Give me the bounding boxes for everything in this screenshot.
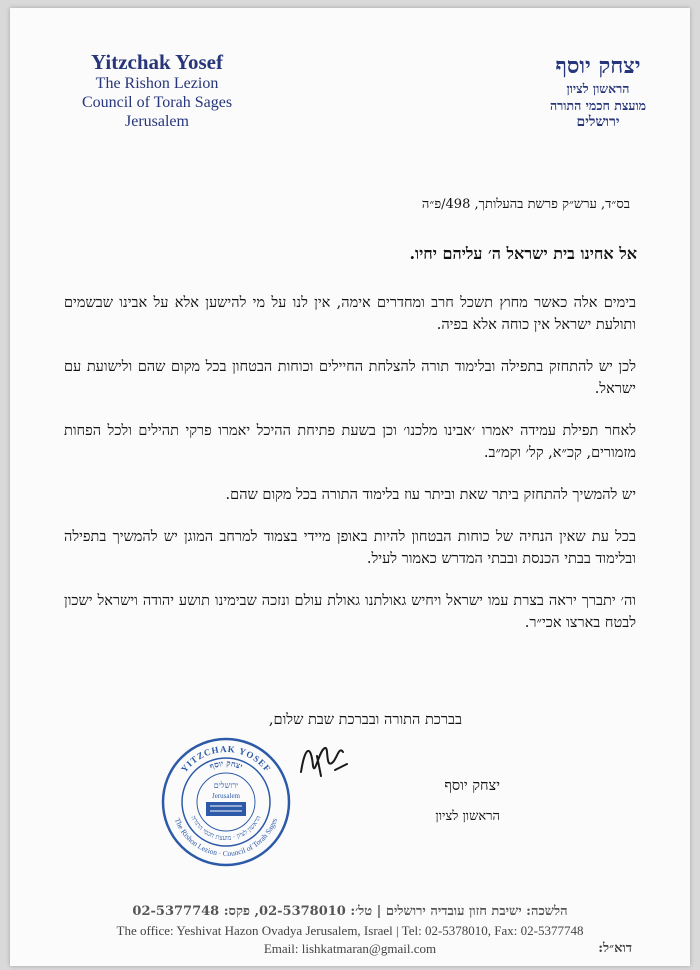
hebrew-letterhead [518, 52, 678, 131]
letter-body [64, 292, 636, 654]
handwritten-signature [295, 736, 355, 788]
date-line: בס״ד, ערש״ק פרשת בהעלותך, 498/פ״ה [421, 197, 630, 212]
footer-email-label-hebrew: דוא״ל: [598, 941, 632, 956]
signature-name: יצחק יוסף [444, 778, 500, 794]
greeting: אל אחינו בית ישראל ה׳ עליהם יחיו. [409, 244, 637, 263]
seal-center-english: Jerusalem [212, 792, 240, 800]
english-letterhead [72, 50, 242, 131]
english-city: Jerusalem [125, 113, 189, 130]
english-council: Council of Torah Sages [81, 94, 233, 111]
hebrew-title: הראשון לציון [566, 81, 630, 96]
footer-email[interactable]: Email: lishkatmaran@gmail.com [263, 941, 437, 956]
closing-line: בברכת התורה ובברכת שבת שלום, [268, 712, 462, 728]
official-seal [160, 736, 292, 872]
seal-english-top: YITZCHAK YOSEF [179, 743, 274, 775]
seal-hebrew-bottom: הראשון לציון · מועצת חכמי התורה [189, 814, 263, 843]
english-name: Yitzchak Yosef [90, 50, 223, 74]
hebrew-name: יצחק יוסף [555, 53, 641, 79]
paragraph: לכן יש להתחזק בתפילה ובלימוד תורה להצלחת החיילים וכוחות הבטחון בכל מקום שהם ולישועת עם ישראל. [64, 359, 636, 397]
hebrew-city: ירושלים [576, 114, 620, 130]
letter-sheet [10, 8, 690, 966]
letter-footer [10, 902, 690, 958]
paragraph: בימים אלה כאשר מחוץ תשכל חרב ומחדרים אימה, אין לנו על מי להישען אלא על אבינו שבשמים ותולעת ישראל אין כוחה אלא בפיה. [64, 295, 636, 333]
seal-hebrew-top: יצחק יוסף [208, 757, 245, 772]
paragraph: לאחר תפילת עמידה יאמרו ׳אבינו מלכנו׳ וכן בשעת פתיחת ההיכל יאמרו פרקי תהילים ולכל הפחות מזמורים, קכ״א, קל׳ וקמ״ב. [64, 423, 636, 461]
english-title: The Rishon Lezion [95, 75, 219, 92]
hebrew-council: מועצת חכמי התורה [549, 98, 647, 113]
paragraph: בכל עת שאין הנחיה של כוחות הבטחון להיות באופן מיידי בצמוד למרחב המוגן יש להמשיך בתפילה ובלימוד בבתי הכנסת ובבתי המדרש כאמור לעיל. [64, 529, 636, 567]
footer-email-row [10, 940, 690, 958]
paragraph: יש להמשיך להתחזק ביתר שאת וביתר עוז בלימוד התורה בכל מקום שהם. [225, 487, 636, 503]
svg-text:יצחק יוסף [208, 758, 244, 771]
footer-english: The office: Yeshivat Hazon Ovadya Jerusalem, Israel | Tel: 02-5378010, Fax: 02-5377748 [116, 923, 584, 938]
footer-hebrew: הלשכה: ישיבת חזון עובדיה ירושלים | טל׳: 02-5378010, פקס: 02-5377748 [132, 904, 568, 919]
seal-english-bottom: The Rishon Lezion · Council of Torah Sages [172, 816, 280, 859]
signature-title: הראשון לציון [435, 809, 500, 824]
paragraph: וה׳ יתברך יראה בצרת עמו ישראל ויחיש גאולתנו גאולת עולם ונזכה שבימינו תושע יהודה וישראל ישכון לבטח בארצו אכי״ר. [64, 593, 636, 631]
seal-center-hebrew: ירושלים [213, 781, 239, 790]
